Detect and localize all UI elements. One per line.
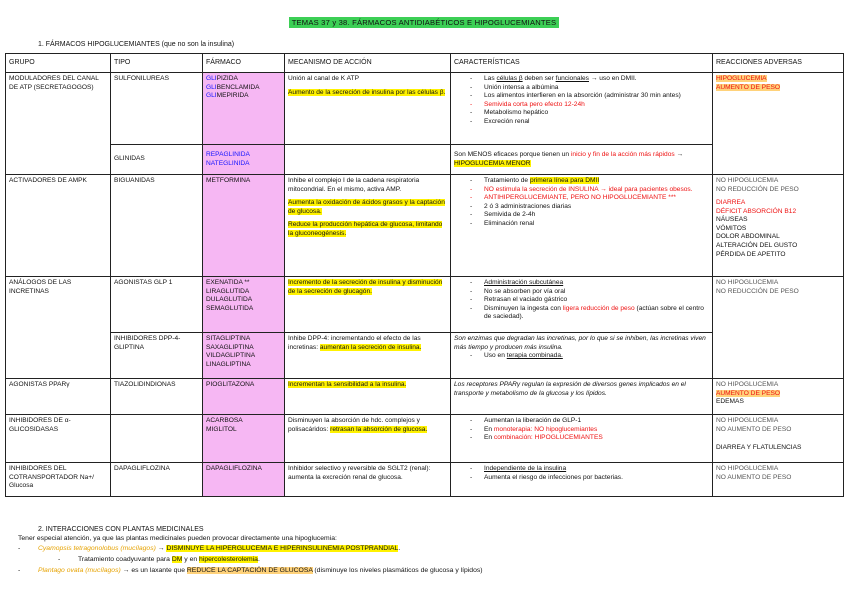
drug-table [5,53,844,497]
characteristics-cell: Son enzimas que degradan las incretinas, por lo que si se inhiben, las incretinas viven más tiempo y producen más insulina. - Uso en terapia combinada. [451,333,713,379]
characteristics-cell: Son MENOS eficaces porque tienen un inicio y fin de la acción más rápidos → HIPOGLUCEMIA MENOR [451,145,713,175]
adverse-cell [713,73,844,175]
list-item: - Semivida de 2-4h [484,211,709,220]
list-item: - Tratamiento coadyuvante para DM y en hipercolesterolemia. [18,556,838,565]
plant-list [18,545,838,577]
header-type: TIPO [111,54,203,73]
type-cell: SULFONILUREAS [111,73,203,145]
table-row [6,277,844,333]
group-cell: INHIBIDORES DEL COTRANSPORTADOR Na+/ Glucosa [6,463,111,497]
list-item: - Semivida corta pero efecto 12-24h [484,101,709,110]
list-item: - 2 ó 3 administraciones diarias [484,203,709,212]
drug-cell: REPAGLINIDA NATEGLINIDA [203,145,285,175]
list-item: - Disminuyen la ingesta con ligera reducción de peso (actúan sobre el centro de saciedad). [484,305,709,322]
table-row [6,463,844,497]
header-drug: FÁRMACO [203,54,285,73]
list-item: - En combinación: HIPOGLUCEMIANTES [484,434,709,443]
mechanism-cell [285,73,451,145]
type-cell: AGONISTAS GLP 1 [111,277,203,333]
type-cell [111,415,203,463]
mechanism-cell: Disminuyen la absorción de hdc. complejos y polisacáridos: retrasan la absorción de glucosa. [285,415,451,463]
list-item: - Uso en terapia combinada. [484,352,709,361]
mechanism-cell: Inhibidor selectivo y reversible de SGLT2 (renal): aumenta la excreción renal de glucosa. [285,463,451,497]
drug-cell: DAPAGLIFLOZINA [203,463,285,497]
header-characteristics: CARACTERÍSTICAS [451,54,713,73]
drug-prefix: GLI [206,75,217,82]
adverse-cell: NO HIPOGLUCEMIA AUMENTO DE PESO EDEMAS [713,379,844,415]
title-area [0,18,848,29]
section2-intro: Tener especial atención, ya que las plantas medicinales pueden provocar directamente una hipoglucemia: [18,535,337,542]
characteristics-cell [451,277,713,333]
list-item: - Metabolismo hepático [484,109,709,118]
drug-cell: EXENATIDA ** LIRAGLUTIDA DULAGLUTIDA SEMAGLUTIDA [203,277,285,333]
list-item: - Los alimentos interfieren en la absorción (administrar 30 min antes) [484,92,709,101]
group-cell: ACTIVADORES DE AMPK [6,175,111,277]
drug-name: PIZIDA [216,75,238,82]
drug-prefix: GLI [206,83,217,91]
list-item: - No se absorben por vía oral [484,288,709,297]
adverse-item: AUMENTO DE PESO [716,83,780,91]
type-cell: BIGUANIDAS [111,175,203,277]
adverse-cell: NO HIPOGLUCEMIA NO AUMENTO DE PESO DIARREA Y FLATULENCIAS [713,415,844,463]
mechanism-text: Unión al canal de K ATP [288,75,359,82]
section2-heading: 2. INTERACCIONES CON PLANTAS MEDICINALES [38,526,204,533]
table-row [6,415,844,463]
adverse-cell: NO HIPOGLUCEMIA NO REDUCCIÓN DE PESO DIARREA DÉFICIT ABSORCIÓN B12 NÁUSEAS VÓMITOS DOLOR ABDOMINAL ALTERACIÓN DEL GUSTO PÉRDIDA DE APETITO [713,175,844,277]
adverse-item: HIPOGLUCEMIA [716,75,767,82]
drug-name: MEPIRIDA [216,92,249,100]
drug-cell: SITAGLIPTINA SAXAGLIPTINA VILDAGLIPTINA LINAGLIPTINA [203,333,285,379]
characteristics-cell [451,175,713,277]
drug-cell: METFORMINA [203,175,285,277]
section1-heading: 1. FÁRMACOS HIPOGLUCEMIANTES (que no son la insulina) [38,41,235,48]
table-row [6,379,844,415]
list-item: - Aumentan la liberación de GLP-1 [484,417,709,426]
adverse-cell: NO HIPOGLUCEMIA NO REDUCCIÓN DE PESO [713,277,844,379]
characteristics-cell [451,73,713,145]
drug-cell: PIOGLITAZONA [203,379,285,415]
type-cell: TIAZOLIDINDIONAS [111,379,203,415]
page-title: TEMAS 37 y 38. FÁRMACOS ANTIDIABÉTICOS E HIPOGLUCEMIANTES [289,17,560,28]
mechanism-cell [285,145,451,175]
drug-name: BENCLAMIDA [216,83,260,91]
list-item: - Unión intensa a albúmina [484,84,709,93]
list-item: - Cyamopsis tetragonolobus (mucílagos) → DISMINUYE LA HIPERGLUCEMIA E HIPERINSULINEMIA POSTPRANDIAL. [18,545,838,554]
group-cell: INHIBIDORES DE α- GLICOSIDASAS [6,415,111,463]
table-header-row [6,54,844,73]
list-item: - Plantago ovata (mucílagos) → es un laxante que REDUCE LA CAPTACIÓN DE GLUCOSA (disminuye los niveles plasmáticos de glucosa y lípidos) [18,567,838,576]
group-cell: AGONISTAS PPARγ [6,379,111,415]
list-item: - Excreción renal [484,118,709,127]
adverse-cell: NO HIPOGLUCEMIA NO AUMENTO DE PESO [713,463,844,497]
characteristics-cell: Los receptores PPARγ regulan la expresión de diversos genes implicados en el transporte y metabolismo de la glucosa y los lípidos. [451,379,713,415]
type-cell: INHIBIDORES DPP-4-GLIPTINA [111,333,203,379]
characteristics-cell [451,415,713,463]
group-cell: ANÁLOGOS DE LAS INCRETINAS [6,277,111,379]
drug-cell [203,73,285,145]
list-item: - NO estimula la secreción de INSULINA → ideal para pacientes obesos. [484,186,709,195]
mechanism-cell: Incrementan la sensibilidad a la insulina. [285,379,451,415]
characteristics-cell [451,463,713,497]
header-group: GRUPO [6,54,111,73]
type-cell: GLINIDAS [111,145,203,175]
mechanism-cell: Incremento de la secreción de insulina y disminución de la secreción de glucagón. [285,277,451,333]
mechanism-cell: Inhibe el complejo I de la cadena respiratoria mitocondrial. En el mismo, activa AMP. Aumenta la oxidación de ácidos grasos y la captación de glucosa. Reduce la producción hepática de glucosa, limitando la gluconeogénesis. [285,175,451,277]
header-adverse: REACCIONES ADVERSAS [713,54,844,73]
mechanism-highlight: Aumento de la secreción de insulina por las células β. [288,88,446,96]
list-item: - Eliminación renal [484,220,709,229]
mechanism-cell: Inhibe DPP-4: incrementando el efecto de las incretinas: aumentan la secreción de insulina. [285,333,451,379]
list-item: - Tratamiento de primera línea para DMII [484,177,709,186]
list-item: - Independiente de la insulina [484,465,709,474]
drug-prefix: GLI [206,92,217,100]
table-row [6,175,844,277]
list-item: - Las células β deben ser funcionales → uso en DMII. [484,75,709,84]
drug-cell: ACARBOSA MIGLITOL [203,415,285,463]
header-mechanism: MECANISMO DE ACCIÓN [285,54,451,73]
list-item: - Administración subcutánea [484,279,709,288]
type-cell: DAPAGLIFLOZINA [111,463,203,497]
list-item: - ANTIHIPERGLUCEMIANTE, PERO NO HIPOGLUCEMIANTE *** [484,194,709,203]
list-item: - En monoterapia: NO hipoglucemiantes [484,426,709,435]
group-cell: MODULADORES DEL CANAL DE ATP (SECRETAGOGOS) [6,73,111,175]
list-item: - Aumenta el riesgo de infecciones por bacterias. [484,474,709,483]
table-row [6,73,844,145]
list-item: - Retrasan el vaciado gástrico [484,296,709,305]
